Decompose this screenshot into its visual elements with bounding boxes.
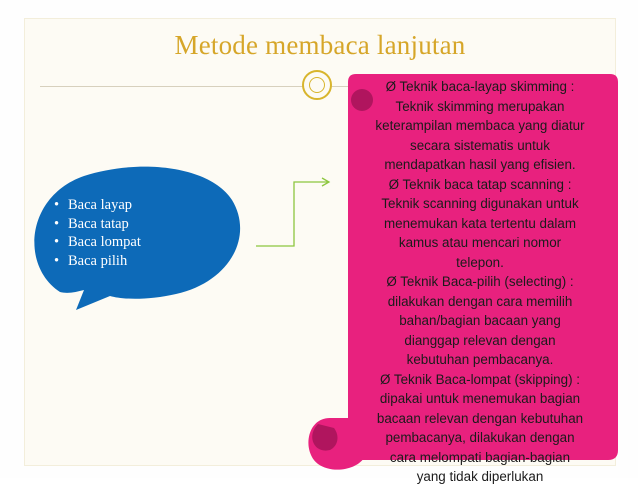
bubble-item-baca-pilih: • Baca pilih	[54, 252, 244, 271]
scroll-line: mendapatkan hasil yang efisien.	[384, 157, 576, 172]
scroll-line: Ø Teknik baca-layap skimming :	[385, 79, 575, 94]
scroll-line: secara sistematis untuk	[410, 137, 550, 153]
bubble-item-baca-tatap: • Baca tatap	[54, 215, 244, 234]
slide-title: Metode membaca lanjutan	[174, 30, 466, 60]
scroll-line: kamus atau mencari nomor	[398, 235, 562, 250]
scroll-bottom-curl	[312, 424, 337, 451]
scroll-text	[342, 77, 618, 487]
bubble-item-baca-lompat: • Baca lompat	[54, 233, 244, 252]
scroll-line: Ø Teknik Baca-pilih (selecting) :	[386, 274, 574, 289]
scroll-line: yang tidak diperlukan	[416, 469, 544, 484]
scroll-line: dipakai untuk menemukan bagian	[379, 391, 581, 406]
scroll-line: dilakukan dengan cara memilih	[387, 293, 573, 309]
scroll-line: dianggap relevan dengan	[404, 332, 556, 348]
scroll-line: Ø Teknik Baca-lompat (skipping) :	[380, 371, 580, 387]
scroll-line: menemukan kata tertentu dalam	[383, 215, 577, 231]
scroll-line: bacaan relevan dengan kebutuhan	[376, 410, 584, 426]
scroll-line: Teknik scanning digunakan untuk	[381, 196, 579, 211]
scroll-line: cara melompati bagian-bagian	[389, 449, 571, 465]
scroll-line: keterampilan membaca yang diatur	[375, 118, 585, 133]
scroll-line: Ø Teknik baca tatap scanning :	[388, 176, 572, 192]
scroll-line: bahan/bagian bacaan yang	[399, 313, 561, 328]
scroll-line: pembacanya, dilakukan dengan	[385, 430, 575, 445]
scroll-line: Teknik skimming merupakan	[395, 98, 565, 114]
bubble-item-baca-layap: • Baca layap	[54, 196, 244, 215]
scroll-line: telepon.	[456, 254, 504, 270]
scroll-line: kebutuhan pembacanya.	[406, 352, 554, 367]
